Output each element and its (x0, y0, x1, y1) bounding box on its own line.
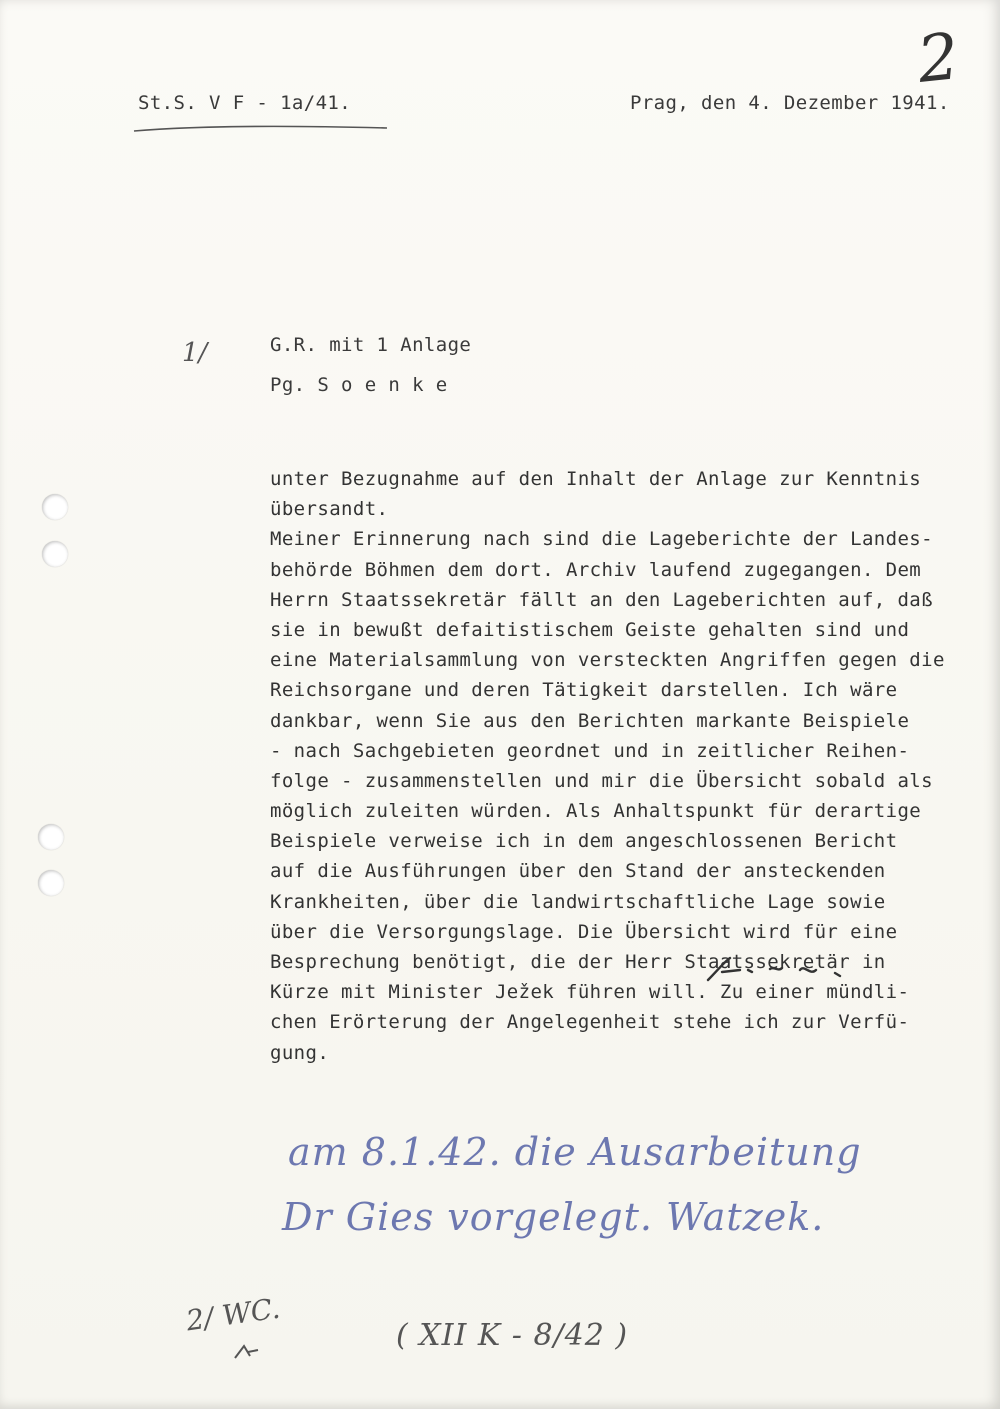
recipient-line-1: G.R. mit 1 Anlage (270, 334, 472, 356)
body-line: behörde Böhmen dem dort. Archiv laufend zugegangen. Dem (270, 558, 922, 581)
body-line: Herrn Staatssekretär fällt an den Lageberichten auf, daß (270, 588, 933, 611)
reference-underline (132, 122, 392, 136)
body-line: Kürze mit Minister Ježek führen will. Zu einer mündli- (270, 981, 910, 1004)
letter-body (270, 464, 970, 1068)
body-line: auf die Ausführungen über den Stand der ansteckenden (270, 860, 886, 883)
punch-hole (42, 494, 68, 520)
body-line: - nach Sachgebieten geordnet und in zeitlicher Reihen- (270, 739, 910, 762)
reference-number: St.S. V F - 1a/41. (138, 92, 352, 114)
punch-hole (38, 824, 64, 850)
punch-hole (42, 541, 68, 567)
body-line: folge - zusammenstellen und mir die Übersicht sobald als (270, 769, 933, 792)
body-line: eine Materialsammlung von versteckten Angriffen gegen die (270, 649, 945, 672)
body-line: übersandt. (270, 498, 389, 521)
body-line: Reichsorgane und deren Tätigkeit darstellen. Ich wäre (270, 679, 898, 702)
body-line: dankbar, wenn Sie aus den Berichten markante Beispiele (270, 709, 910, 732)
body-line: Beispiele verweise ich in dem angeschlossenen Bericht (270, 830, 898, 853)
body-line: über die Versorgungslage. Die Übersicht wird für eine (270, 920, 898, 943)
place-date: Prag, den 4. Dezember 1941. (630, 92, 950, 114)
handwritten-note-line-1: am 8.1.42. die Ausarbeitung (288, 1130, 862, 1174)
punch-hole (38, 870, 64, 896)
recipient-line-2: Pg. S o e n k e (270, 374, 448, 396)
body-line: unter Bezugnahme auf den Inhalt der Anlage zur Kenntnis (270, 468, 922, 490)
handwritten-note-line-2: Dr Gies vorgelegt. Watzek. (282, 1195, 825, 1239)
signature-mark (700, 950, 860, 990)
recipient-marker: 1/ (182, 338, 208, 368)
body-line: Meiner Erinnerung nach sind die Lageberichte der Landes- (270, 528, 933, 551)
page-number: 2 (914, 20, 963, 98)
handwritten-file-reference: ( XII K - 8/42 ) (396, 1318, 629, 1353)
initials-flourish (232, 1340, 262, 1364)
body-line: sie in bewußt defaitistischem Geiste gehalten sind und (270, 618, 910, 641)
body-line: Besprechung benötigt, die der Herr Staatssekretär in (270, 951, 886, 973)
body-line: gung. (270, 1041, 330, 1064)
body-line: chen Erörterung der Angelegenheit stehe ich zur Verfü- (270, 1011, 910, 1034)
body-line: möglich zuleiten würden. Als Anhaltspunkt für derartige (270, 800, 922, 823)
handwritten-initials: 2/ WC. (184, 1291, 283, 1338)
body-line: Krankheiten, über die landwirtschaftliche Lage sowie (270, 890, 886, 913)
